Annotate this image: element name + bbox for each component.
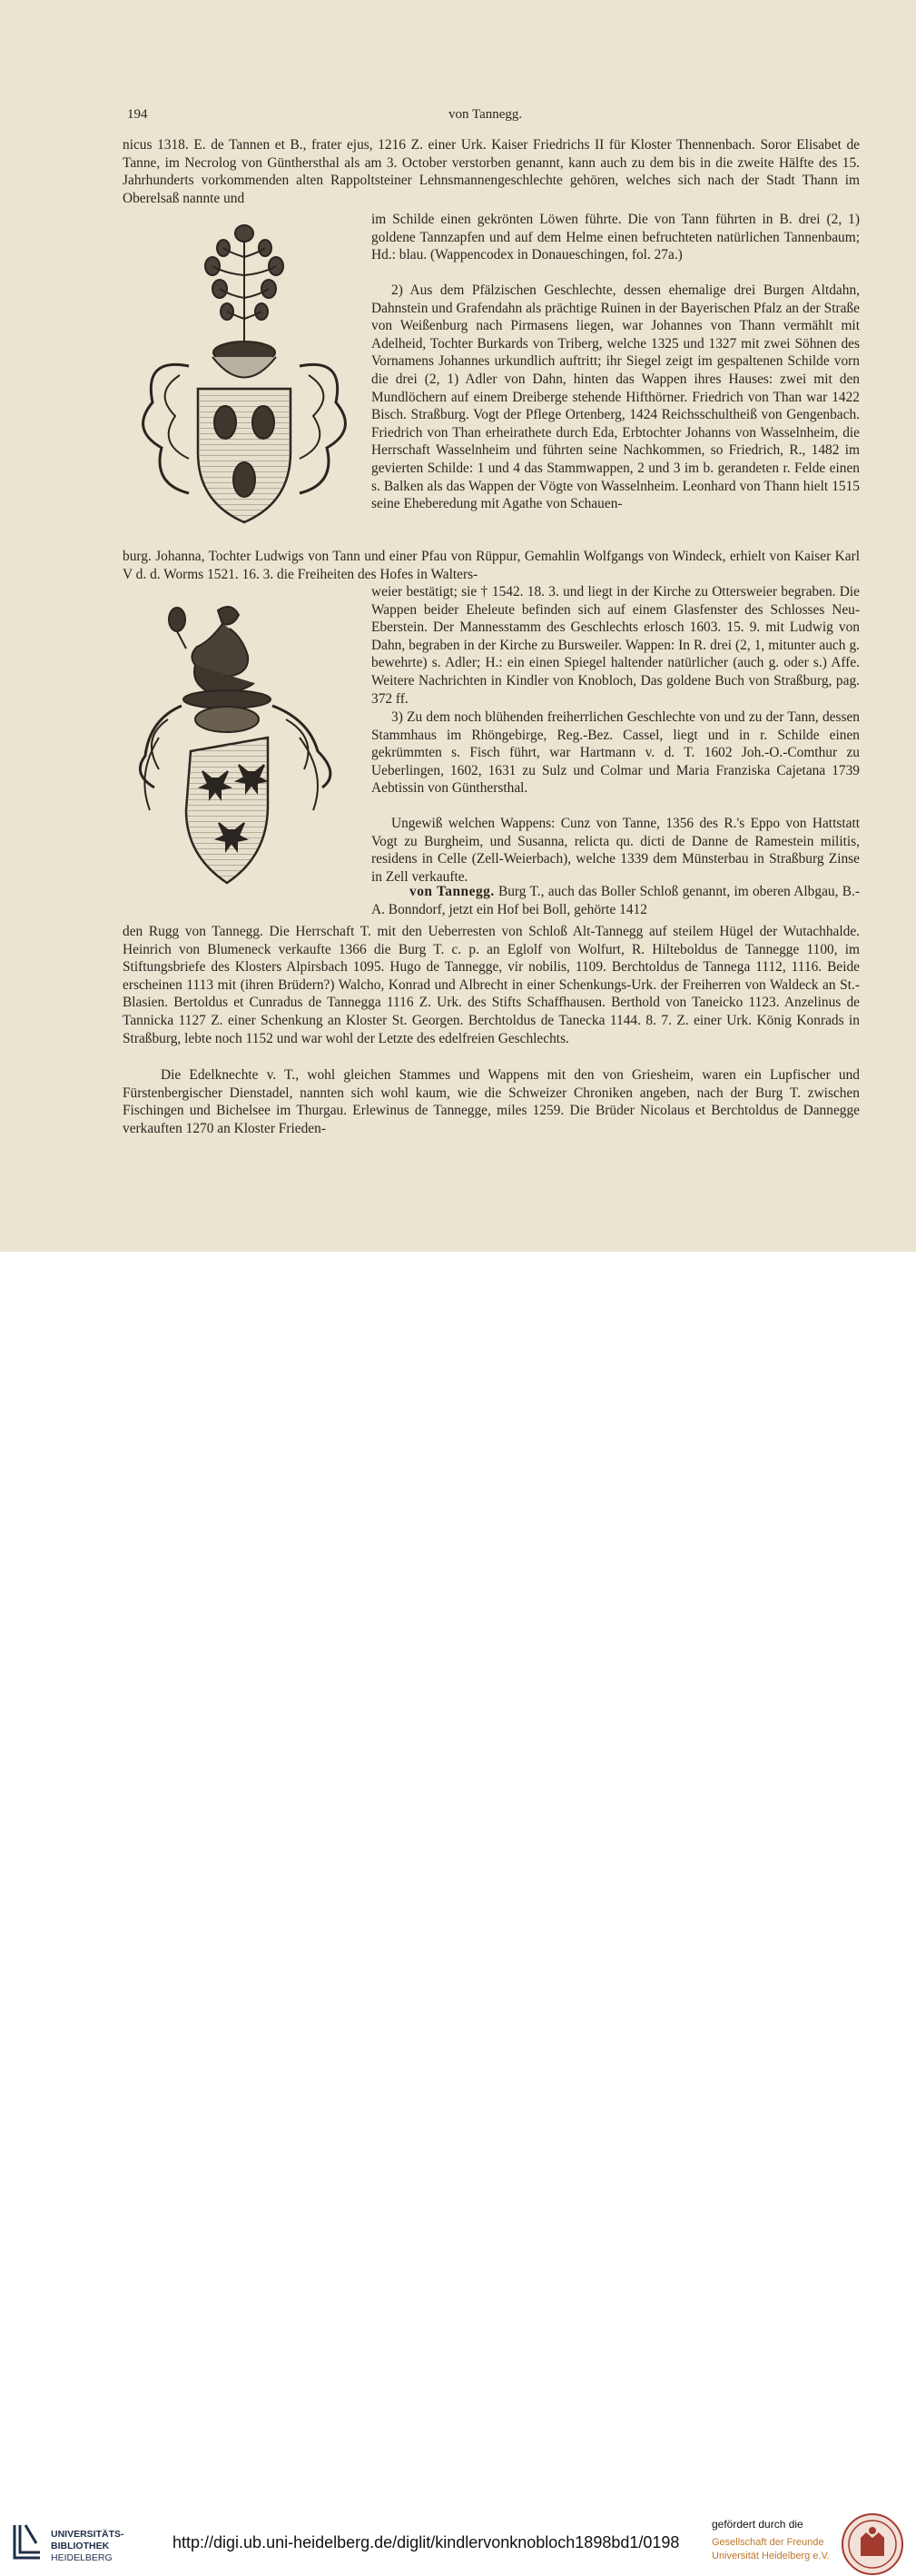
tann-coat-of-arms-image	[125, 221, 363, 530]
paragraph: 3) Zu dem noch blühenden freiherrlichen Geschlechte von und zu der Tann, dessen Stammhaus im Rhöngebirge, Reg.-Bez. Cassel, liegt und in r. Schilde einen gekrümmten s. Fisch führt, war Hartmann v. d. T. 1602 Joh.-O.-Comthur zu Ueberlingen, 1602, 1631 zu Sulz und Colmar und Maria Franziska Cajetana 1739 Aebtissin von Günthersthal.	[371, 709, 860, 797]
paragraph: Die Edelknechte v. T., wohl gleichen Stammes und Wappens mit den von Griesheim, waren ein Lupfischer und Fürstenbergischer Dienstadel, nannten sich wohl kaum, wie die Schweizer Chroniken angeben, nach der Burg T. zwischen Fischingen und Bichelsee im Thurgau. Erlewinus de Tannegge, miles 1259. Die Brüder Nicolaus et Berchtoldus de Dannegge verkauften 1270 an Kloster Frieden-	[123, 1067, 860, 1136]
running-title: von Tannegg.	[448, 107, 523, 122]
digitization-footer	[0, 1252, 916, 2563]
permalink-url[interactable]: http://digi.ub.uni-heidelberg.de/diglit/kindlervonknobloch1898bd1/0198	[172, 2533, 680, 2551]
scanned-page	[0, 0, 916, 1252]
university-seal-icon	[841, 2512, 904, 2576]
library-name-line-3: HEIDELBERG	[51, 2552, 113, 2563]
paragraph: von Tannegg. Burg T., auch das Boller Schloß genannt, im oberen Albgau, B.-A. Bonndorf, jetzt ein Hof bei Boll, gehörte 1412	[371, 884, 860, 917]
sponsor-name-line-2: Universität Heidelberg e.V.	[712, 2551, 830, 2561]
paragraph: 2) Aus dem Pfälzischen Geschlechte, dessen ehemalige drei Burgen Altdahn, Dahnstein und Grafendahn als prächtige Ruinen in der Bayerischen Pfalz an der Straße von Weißenburg nach Pirmasens liegen, war Johannes von Thann vermählt mit Adelheid, Tochter Burkards von Triberg, welche 1325 und 1327 mit zwei Söhnen des Vornamens Johannes urkundlich auftritt; ihr Siegel zeigt im gespaltenen Schilde vorn die drei (2, 1) Adler von Dahn, hinten das Wappen ihres Hauses: zwei mit den Mundlöchern auf einem Dreiberge stehende Hifthörner. Friedrich von Than war 1422 Bisch. Straßburg. Vogt der Pflege Ortenberg, 1424 Reichsschultheiß von Gengenbach. Friedrich von Than erheirathete durch Eda, Erbtochter Johanns von Wasselnheim, die Herrschaft Wasselnheim und führten seine Nachkommen, so Friedrich, R., 1482 im gevierten Schilde: 1 und 4 das Stammwappen, 2 und 3 im b. gerandeten r. Felde einen s. Balken als das Wappen der Vögte von Wasselnheim. Leonhard von Thann hielt 1515 seine Eheberedung mit Agathe von Schauen-	[371, 282, 860, 512]
page-number: 194	[127, 107, 148, 122]
sponsor-intro: gefördert durch die	[712, 2518, 803, 2531]
section-heading: von Tannegg.	[409, 884, 495, 899]
university-library-logo-icon	[9, 2522, 45, 2565]
paragraph: weier bestätigt; sie † 1542. 18. 3. und liegt in der Kirche zu Ottersweier begraben. Die Wappen beider Eheleute befinden sich auf einem Glasfenster des Schlosses Neu-Eberstein. Der Mannesstamm des Geschlechts erlosch 1603. 15. 9. mit Ludwig von Dahn, begraben in der Kirche zu Bursweiler. Wappen: In R. drei (2, 1, mitunter auch g. bewehrte) s. Adler; H.: ein einen Spiegel haltender natürlicher (auch g. oder s.) Affe. Weitere Nachrichten in Kindler von Knobloch, Das goldene Buch von Straßburg, pag. 372 ff.	[371, 584, 860, 707]
paragraph: im Schilde einen gekrönten Löwen führte. Die von Tann führten in B. drei (2, 1) goldene Tannzapfen und auf dem Helme einen befruchteten natürlichen Tannenbaum; Hd.: blau. (Wappencodex in Donaueschingen, fol. 27a.)	[371, 212, 860, 263]
paragraph: nicus 1318. E. de Tannen et B., frater ejus, 1216 Z. einer Urk. Kaiser Friedrichs II für Kloster Thennenbach. Soror Elisabet de Tanne, im Necrolog von Günthersthal als am 3. October verstorben genannt, kann auch zu dem bis in die zweite Hälfte des 15. Jahrhunderts vorkommenden alten Rappoltsteiner Lehnsmannengeschlechte gehören, welches sich nach der Stadt Thann im Oberelsaß nannte und	[123, 137, 860, 206]
paragraph: burg. Johanna, Tochter Ludwigs von Tann und einer Pfau von Rüppur, Gemahlin Wolfgangs von Windeck, erhielt von Kaiser Karl V d. d. Worms 1521. 16. 3. die Freiheiten des Hofes in Walters-	[123, 549, 860, 582]
dahn-coat-of-arms-image	[132, 592, 363, 892]
library-name-line-1: UNIVERSITÄTS-	[51, 2529, 124, 2540]
library-name-line-2: BIBLIOTHEK	[51, 2541, 110, 2551]
paragraph: Ungewiß welchen Wappens: Cunz von Tanne, 1356 des R.'s Eppo von Hattstatt Vogt zu Burgheim, und Susanna, relicta qu. dicti de Danne de Ramestein militis, residens in Celle (Zell-Weierbach), welche 1339 dem Münsterbau in Straßburg Zinse in Zell verkaufte.	[371, 816, 860, 885]
sponsor-name-line-1: Gesellschaft der Freunde	[712, 2537, 824, 2548]
paragraph: den Rugg von Tannegg. Die Herrschaft T. mit den Ueberresten von Schloß Alt-Tannegg auf steilem Hügel der Wutachhalde. Heinrich von Blumeneck verkaufte 1366 die Burg T. c. p. an Eglolf von Wolfurt, R. Hilteboldus de Tannegge 1100, im Stiftungsbriefe des Klosters Alpirsbach 1095. Hugo de Tannegge, vir nobilis, 1109. Berchtoldus de Tannega 1112, 1116. Beide erscheinen 1113 mit (ihren Brüdern?) Walcho, Konrad und Albrecht in einer Schenkungs-Urk. der Freiherren von Waldeck an St.-Blasien. Bertoldus et Cunradus de Tannegga 1116 Z. Urk. des Stifts Schaffhausen. Berthold von Taneicko 1123. Anzelinus de Tannicka 1127 Z. einer Schenkung an Kloster St. Georgen. Berchtoldus de Tanecka 1144. 8. 7. Z. einer Urk. König Konrads in Straßburg, lebte noch 1152 und war wohl der Letzte des edelfreien Geschlechts.	[123, 924, 860, 1046]
